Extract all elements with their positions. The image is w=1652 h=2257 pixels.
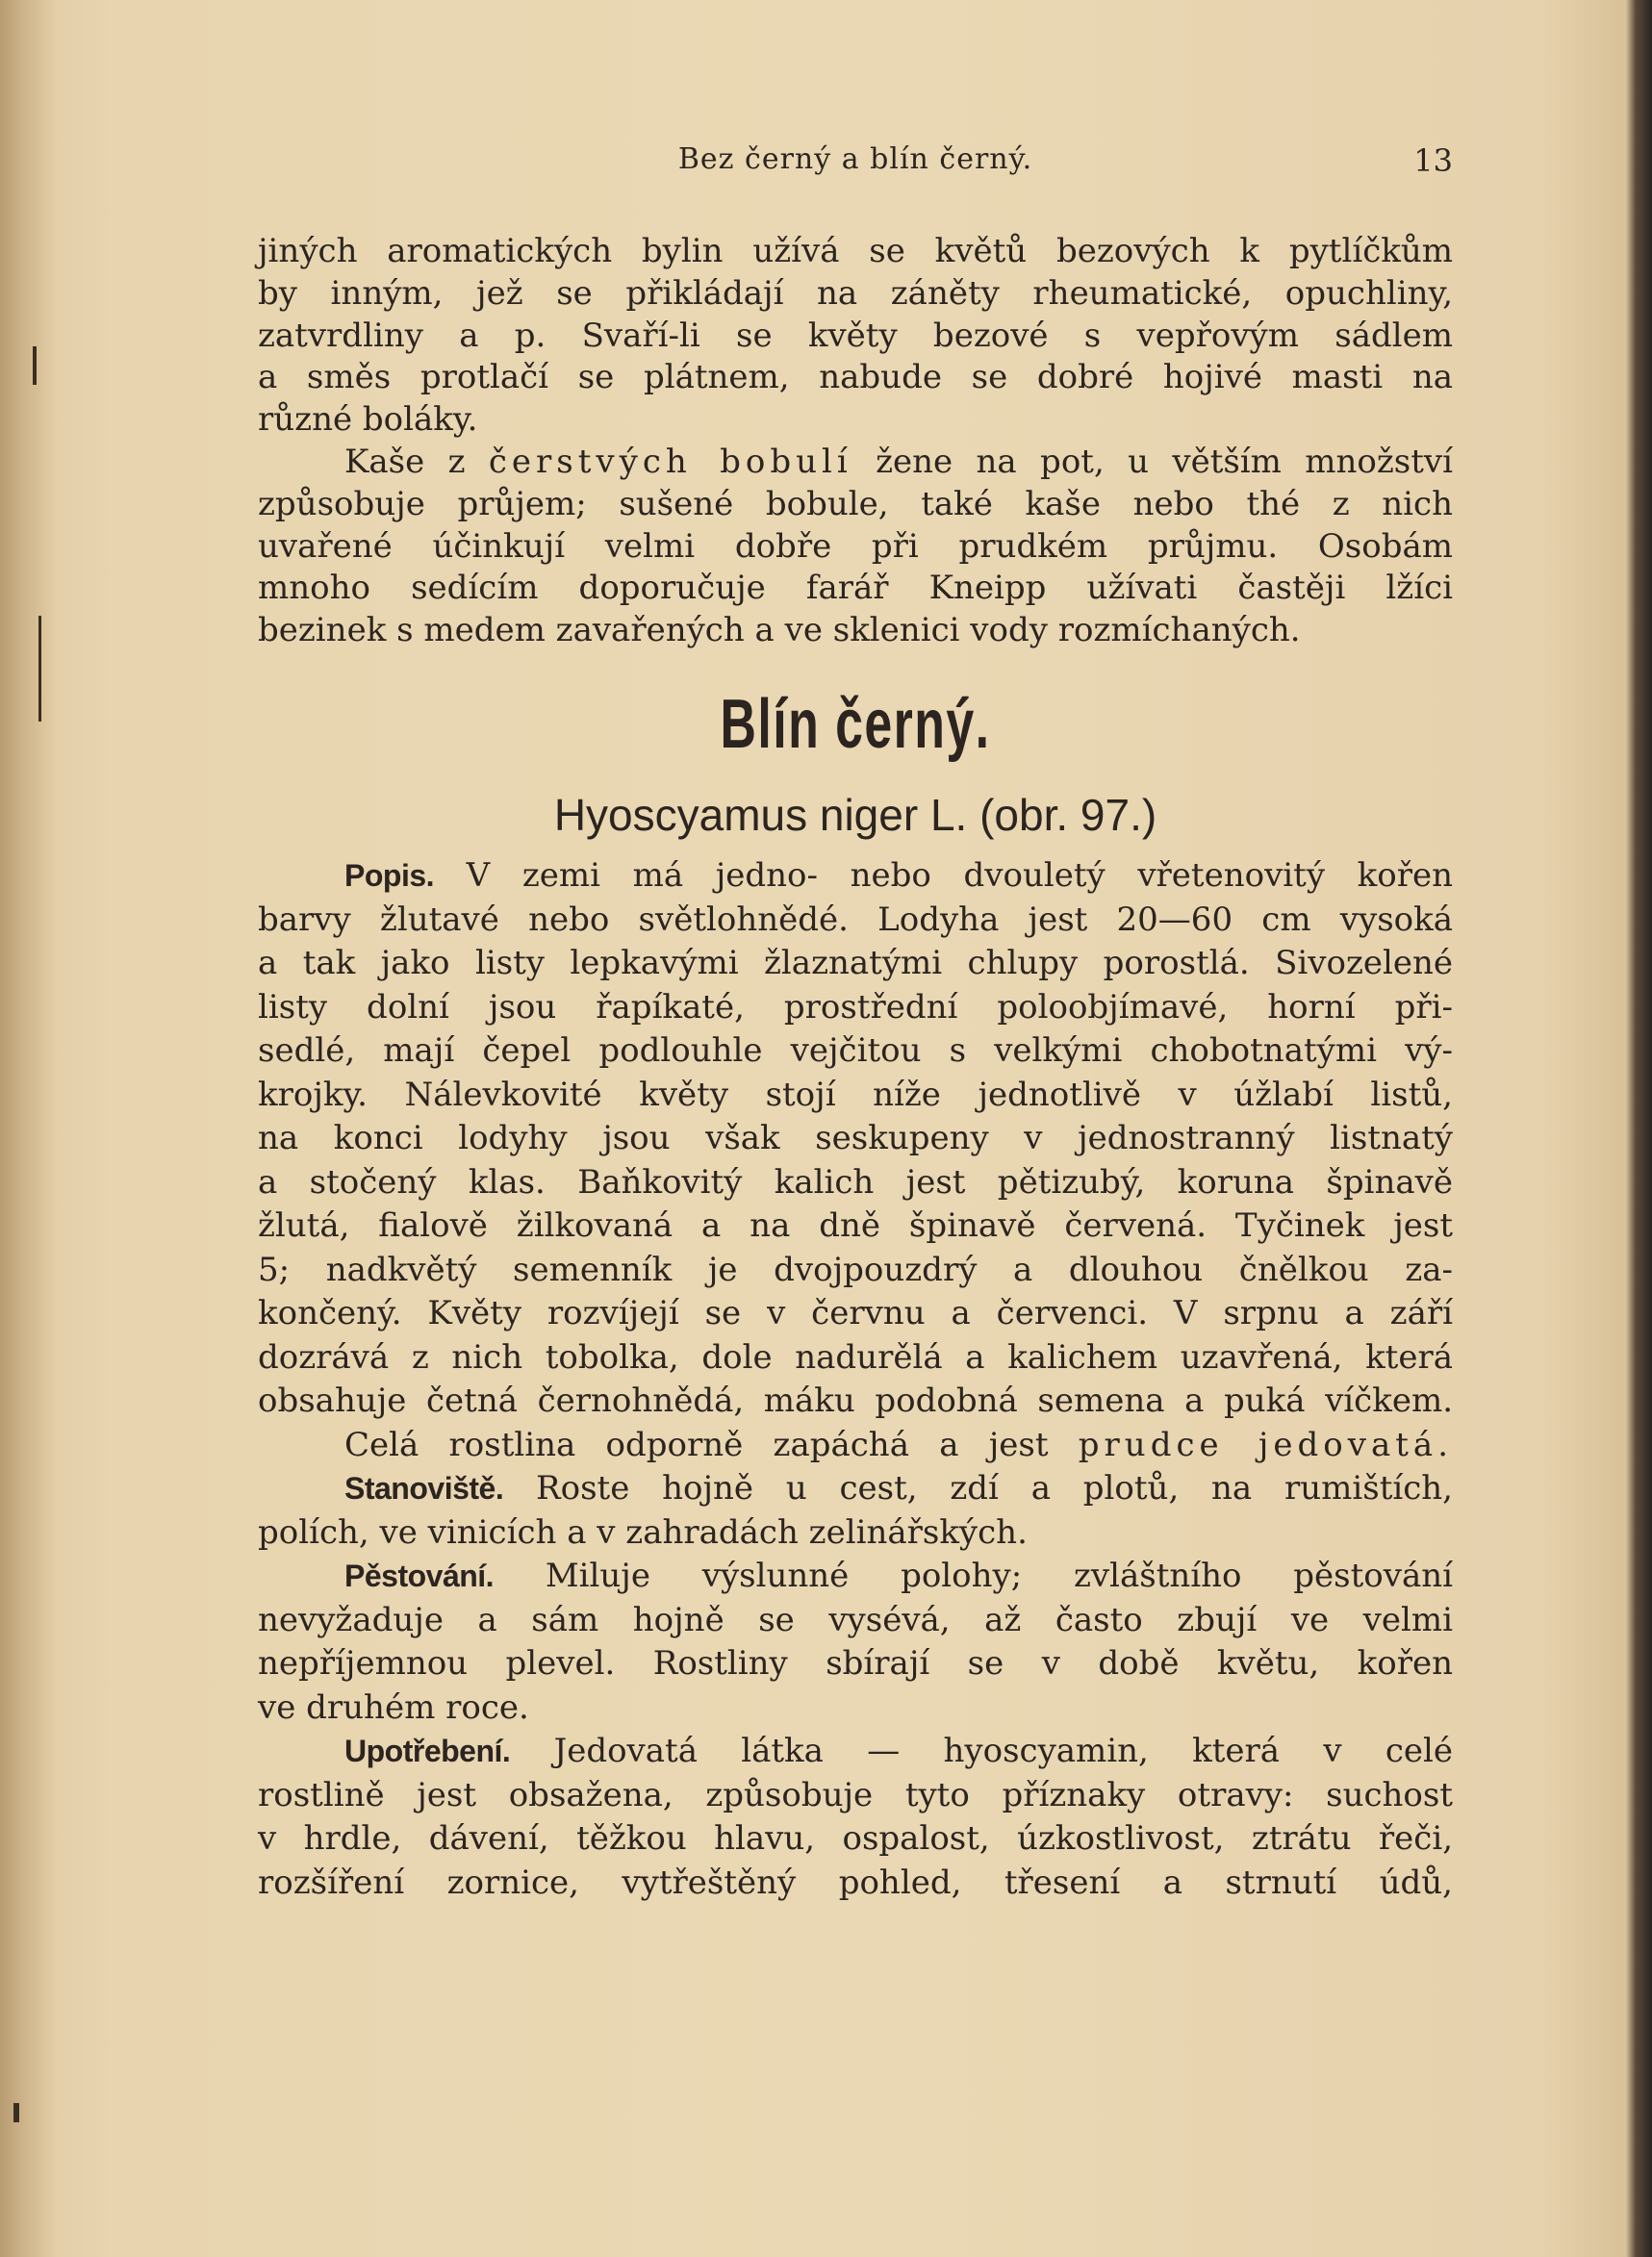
binding-mark [38,616,41,722]
text-line: krojky. Nálevkovité květy stojí níže jednotlivě v úžlabí listů, [258,1075,1453,1114]
upotrebeni-label: Upotřebení. [344,1734,511,1768]
section-subtitle: Hyoscyamus niger L. (obr. 97.) [553,790,1157,840]
text-run: žene na pot, u větším množství [851,442,1453,481]
text-run: V zemi má jedno- nebo dvouletý vřetenovitý kořen [434,856,1453,895]
text-line: žlutá, fialově žilkovaná a na dně špinavě červená. Tyčinek jest [258,1206,1453,1245]
pestovani-label: Pěstování. [344,1559,495,1593]
spaced-emphasis: čerstvých bobulí [488,442,852,481]
text-line [258,1424,1453,1468]
running-header [258,142,1453,187]
text-line [258,854,1453,899]
text-line: zatvrdliny a p. Svaří-li se květy bezové s vepřovým sádlem [258,316,1453,355]
text-line: 5; nadkvětý semenník je dvojpouzdrý a dlouhou čnělkou za- [258,1250,1453,1289]
text-line: jiných aromatických bylin užívá se květů bezových k pytlíčkům [258,232,1453,270]
text-line: sedlé, mají čepel podlouhle vejčitou s velkými chobotnatými vý- [258,1031,1453,1070]
text-line: a směs protlačí se plátnem, nabude se dobré hojivé masti na [258,358,1453,397]
section-title: Blín černý. [720,686,991,763]
text-line: v hrdle, dávení, těžkou hlavu, ospalost, úzkostlivost, ztrátu řeči, [258,1819,1453,1858]
text-line: rostlině jest obsažena, způsobuje tyto příznaky otravy: suchost [258,1775,1453,1814]
text-run: Roste hojně u cest, zdí a plotů, na rumištích, [503,1469,1453,1508]
text-line: končený. Květy rozvíjejí se v červnu a červenci. V srpnu a září [258,1294,1453,1332]
text-line: obsahuje četná černohnědá, máku podobná semena a puká víčkem. [258,1382,1453,1420]
binding-mark [33,346,37,385]
spaced-emphasis: prudce jedovatá. [1078,1425,1453,1464]
text-line: barvy žlutavé nebo světlohnědé. Lodyha jest 20—60 cm vysoká [258,900,1453,939]
text-line: nevyžaduje a sám hojně se vysévá, až často zbují ve velmi [258,1600,1453,1639]
text-line: a stočený klas. Baňkovitý kalich jest pětizubý, koruna špinavě [258,1162,1453,1202]
text-line: nepříjemnou plevel. Rostliny sbírají se v době květu, kořen [258,1644,1453,1683]
text-line: bezinek s medem zavařených a ve sklenici vody rozmíchaných. [258,611,1301,650]
text-line: polích, ve vinicích a v zahradách zelinářských. [258,1512,1028,1552]
text-line [258,442,1453,484]
text-line: způsobuje průjem; sušené bobule, také kaše nebo thé z nich [258,484,1453,523]
text-line [258,1555,1453,1599]
text-run: Miluje výslunné polohy; zvláštního pěstování [494,1557,1453,1595]
text-line: ve druhém roce. [258,1687,529,1727]
text-line [258,1730,1453,1774]
text-line: dozrává z nich tobolka, dole nadurělá a kalichem uzavřená, která [258,1337,1453,1377]
text-line: mnoho sedícím doporučuje farář Kneipp užívati častěji lžíci [258,569,1453,608]
text-line: uvařené účinkují velmi dobře při prudkém průjmu. Osobám [258,526,1453,566]
text-run: Celá rostlina odporně zapáchá a jest [344,1425,1079,1464]
page-number: 13 [1413,142,1453,179]
description-body [258,854,1453,1905]
text-line: různé boláky. [258,400,478,440]
running-title: Bez černý a blín černý. [677,142,1033,176]
text-line: by inným, jež se přikládají na záněty rheumatické, opuchliny, [258,273,1453,313]
intro-paragraph [258,231,1453,652]
text-line: a tak jako listy lepkavými žlaznatými chlupy porostlá. Sivozelené [258,944,1453,982]
page-binding-shadow [0,0,56,2257]
text-run: Kaše z [344,442,489,481]
binding-mark [13,2103,19,2122]
text-line: rozšíření zornice, vytřeštěný pohled, třesení a strnutí údů, [258,1863,1453,1902]
text-line: na konci lodyhy jsou však seskupeny v jednostranný listnatý [258,1119,1453,1157]
text-line: listy dolní jsou řapíkaté, prostřední poloobjímavé, horní při- [258,987,1453,1027]
popis-label: Popis. [344,858,435,893]
stanoviste-label: Stanoviště. [344,1471,504,1506]
text-run: Jedovatá látka — hyoscyamin, která v celé [510,1732,1453,1770]
text-line [258,1467,1453,1511]
